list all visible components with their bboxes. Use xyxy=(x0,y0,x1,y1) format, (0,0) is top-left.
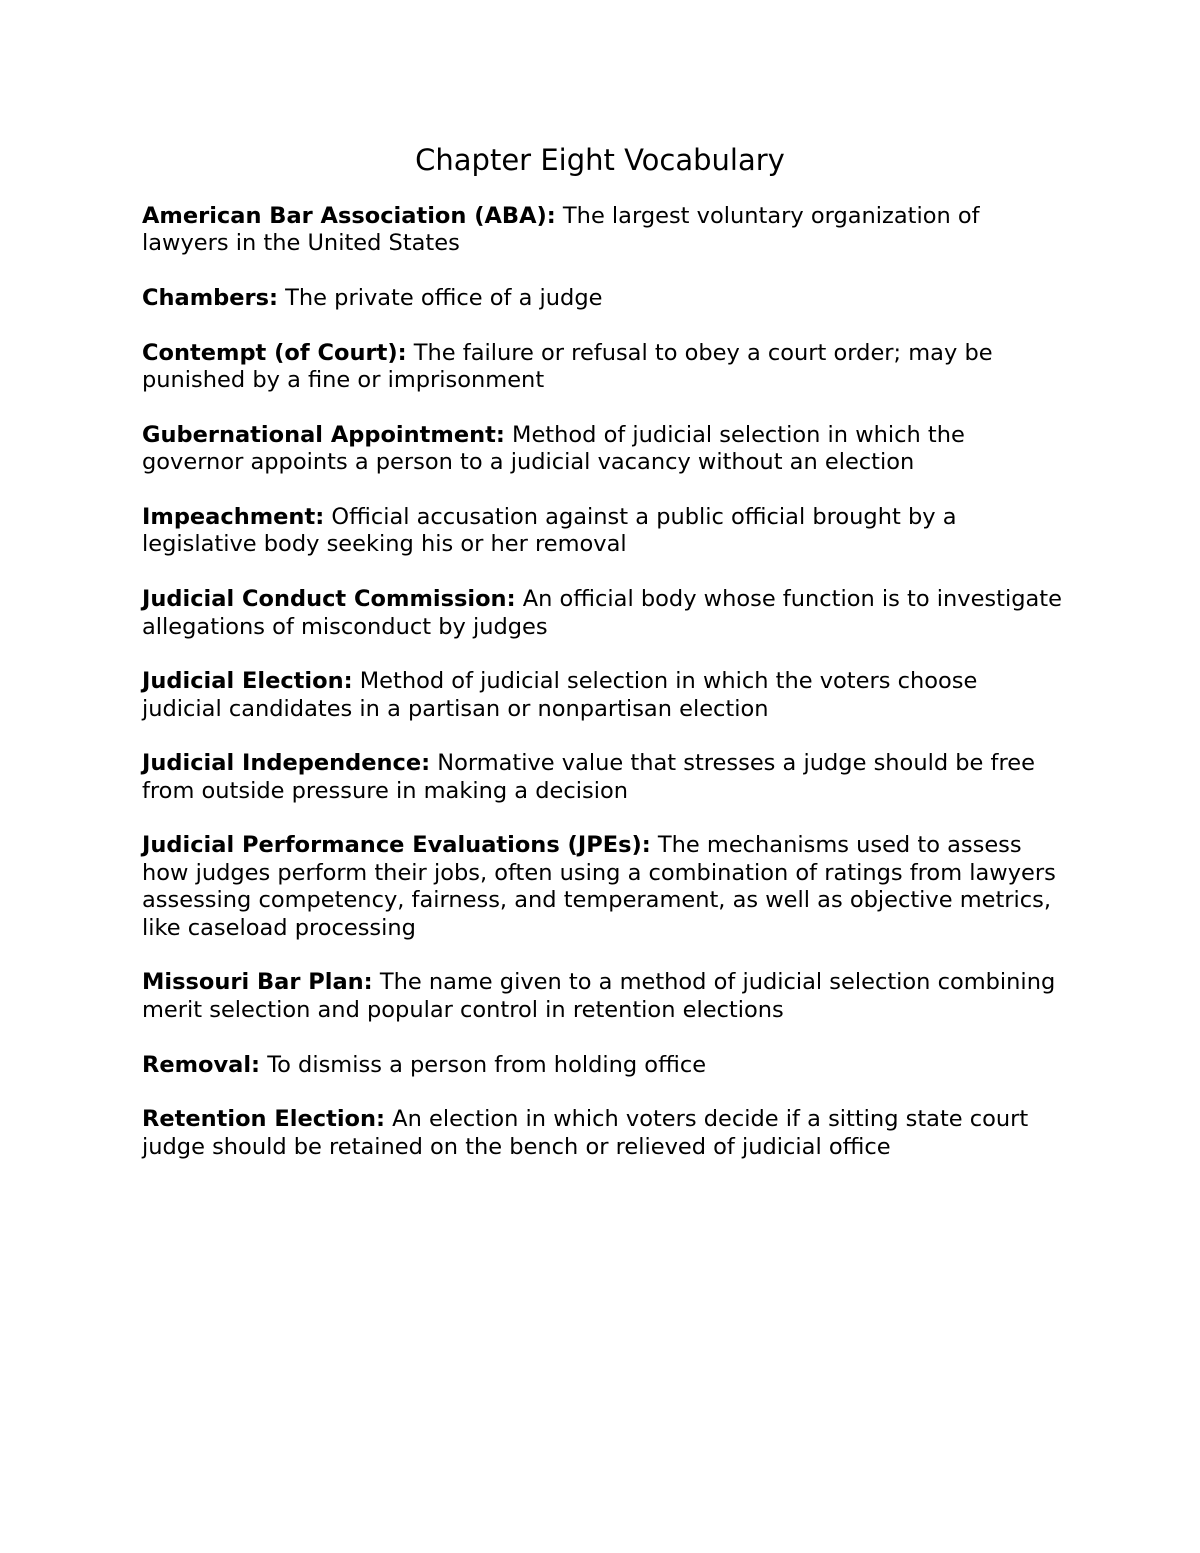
vocab-term: Contempt (of Court): xyxy=(142,339,407,366)
vocab-term: Chambers: xyxy=(142,285,279,312)
vocab-term: Missouri Bar Plan: xyxy=(142,969,373,996)
vocab-term: Gubernational Appointment: xyxy=(142,421,505,448)
vocab-term: Judicial Independence: xyxy=(142,750,431,777)
vocab-entry-missouri-bar-plan xyxy=(142,969,1062,1024)
vocab-definition: An official body whose function is to investigate allegations of misconduct by judges xyxy=(142,586,1062,640)
vocab-definition: The private office of a judge xyxy=(278,285,603,312)
vocab-entry-judicial-independence xyxy=(142,750,1062,805)
vocab-definition: To dismiss a person from holding office xyxy=(260,1051,707,1078)
vocab-entry-contempt xyxy=(142,340,1062,395)
vocab-definition: The largest voluntary organization of lawyers in the United States xyxy=(142,203,980,257)
vocab-entry-removal xyxy=(142,1052,1062,1079)
vocab-definition: The mechanisms used to assess how judges perform their jobs, often using a combination of ratings from lawyers assessing competency, fairness, and temperament, as well as objective metrics, like caseload processing xyxy=(142,832,1056,941)
vocab-entry-impeachment xyxy=(142,504,1062,559)
vocab-term: Impeachment: xyxy=(142,504,325,531)
vocab-term: Judicial Conduct Commission: xyxy=(142,586,516,613)
vocab-definition: Method of judicial selection in which the voters choose judicial candidates in a partisan or nonpartisan election xyxy=(142,668,978,722)
vocab-entry-gubernational-appointment xyxy=(142,422,1062,477)
vocab-entry-judicial-election xyxy=(142,668,1062,723)
page-title: Chapter Eight Vocabulary xyxy=(415,143,785,177)
vocab-definition: Method of judicial selection in which the governor appoints a person to a judicial vacancy without an election xyxy=(142,421,965,476)
vocab-term: American Bar Association (ABA): xyxy=(142,203,556,229)
vocab-definition: The failure or refusal to obey a court order; may be punished by a fine or imprisonment xyxy=(142,339,993,394)
vocabulary-list xyxy=(142,203,1062,1188)
vocab-term: Judicial Performance Evaluations (JPEs): xyxy=(142,832,651,859)
vocab-definition: Official accusation against a public official brought by a legislative body seeking his or her removal xyxy=(142,504,957,558)
vocab-definition: The name given to a method of judicial selection combining merit selection and popular control in retention elections xyxy=(142,969,1056,1023)
vocab-entry-aba xyxy=(142,203,1062,258)
vocab-term: Removal: xyxy=(142,1051,261,1078)
vocab-term: Retention Election: xyxy=(142,1106,386,1133)
vocab-entry-retention-election xyxy=(142,1106,1062,1161)
vocab-entry-judicial-performance-evaluations xyxy=(142,832,1062,942)
vocab-definition: An election in which voters decide if a sitting state court judge should be retained on the bench or relieved of judicial office xyxy=(142,1106,1029,1160)
vocab-definition: Normative value that stresses a judge should be free from outside pressure in making a decision xyxy=(142,750,1035,804)
vocab-term: Judicial Election: xyxy=(142,668,353,695)
vocab-entry-judicial-conduct-commission xyxy=(142,586,1062,641)
vocab-entry-chambers xyxy=(142,285,1062,312)
